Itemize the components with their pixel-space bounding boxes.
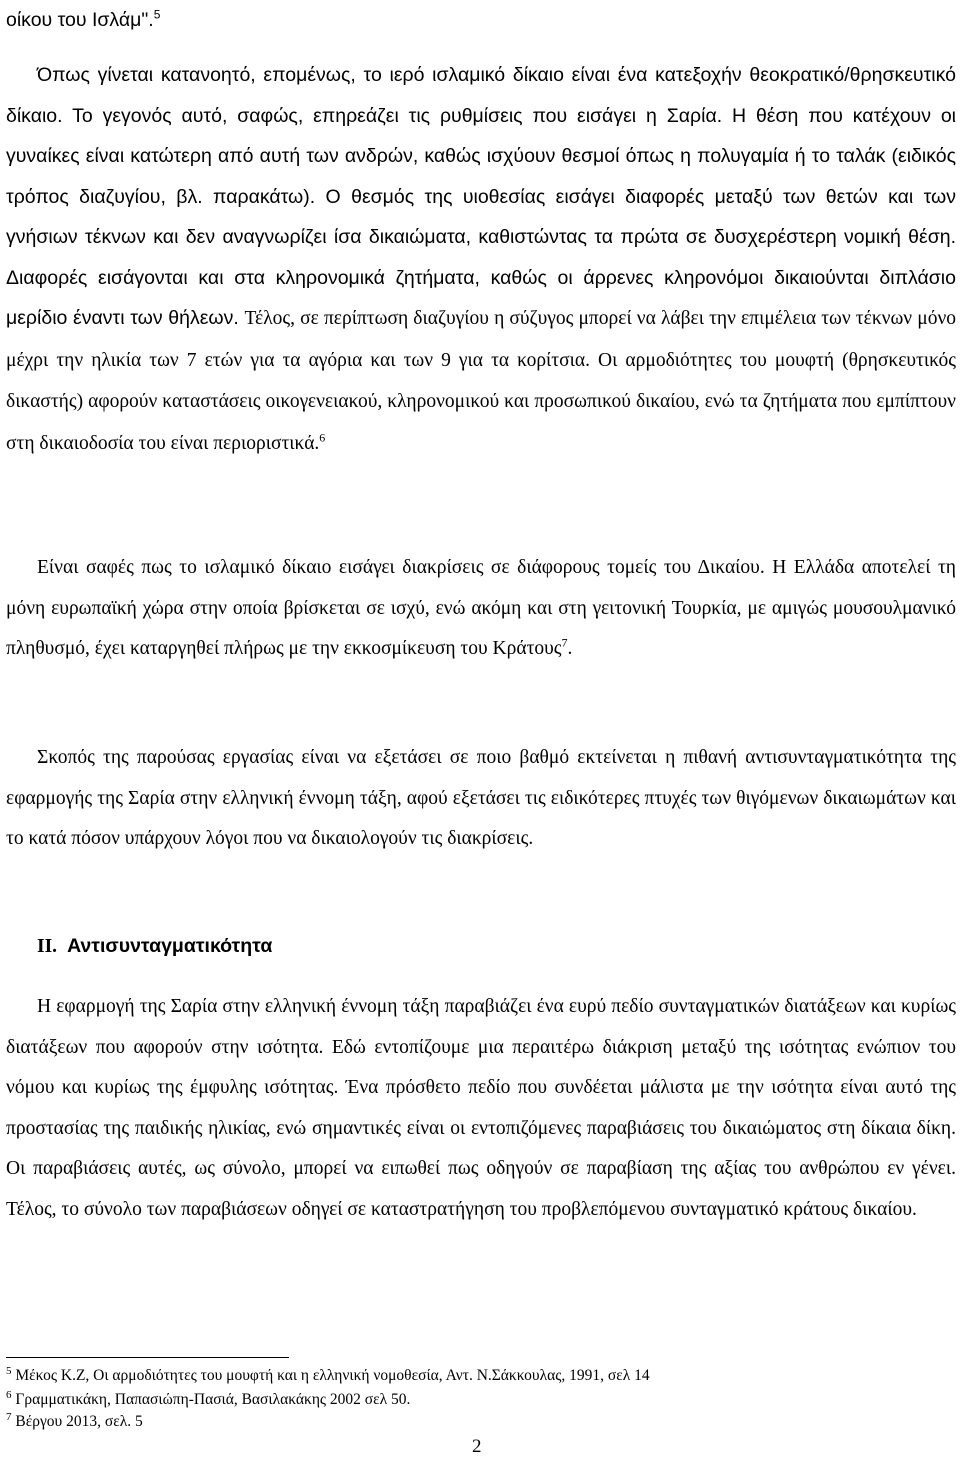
footnote-text: Γραμματικάκη, Παπασιώπη-Πασιά, Βασιλακάκης 2002 σελ 50.	[15, 1391, 411, 1408]
footnote-text: Βέργου 2013, σελ. 5	[15, 1413, 143, 1430]
paragraph-text: Είναι σαφές πως το ισλαμικό δίκαιο εισάγει διακρίσεις σε διάφορους τομείς του Δικαίου. Η Ελλάδα αποτελεί τη μόνη ευρωπαϊκή χώρα στην οποία βρίσκεται σε ισχύ, ενώ ακόμη και στη γειτονική Τουρκία, με αμιγώς μουσουλμανικό πληθυσμό, έχει καταργηθεί πλήρως με την εκκοσμίκευση του Κράτους	[6, 557, 956, 659]
paragraph-text: Σκοπός της παρούσας εργασίας είναι να εξετάσει σε ποιο βαθμό εκτείνεται η πιθανή αντισυνταγματικότητα της εφαρμογής της Σαρία στην ελληνική έννομη τάξη, αφού εξετάσει τις ειδικότερες πτυχές των θιγόμενων δικαιωμάτων και το κατά πόσον υπάρχουν λόγοι που να δικαιολογούν τις διακρίσεις.	[6, 747, 956, 849]
paragraph-purpose	[6, 738, 956, 860]
footnote-number: 7	[6, 1410, 12, 1423]
footnote-ref-7: 7	[561, 635, 568, 650]
footnote-7	[6, 1410, 143, 1431]
footnote-5	[6, 1364, 650, 1385]
continuation-line	[6, 0, 160, 40]
footnote-number: 5	[6, 1364, 12, 1377]
paragraph-islamic-law	[6, 55, 956, 464]
footnote-number: 6	[6, 1388, 12, 1401]
paragraph-text: Η εφαρμογή της Σαρία στην ελληνική έννομη τάξη παραβιάζει ένα ευρύ πεδίο συνταγματικών διατάξεων και κυρίως διατάξεων που αφορούν στην ισότητα. Εδώ εντοπίζουμε μια περαιτέρω διάκριση μεταξύ της ισότητας ενώπιον του νόμου και κυρίως της έμφυλης ισότητας. Ένα πρόσθετο πεδίο που συνδέεται μάλιστα με την ισότητα είναι αυτό της προστασίας της παιδικής ηλικίας, ενώ σημαντικές είναι οι εντοπιζόμενες παραβιάσεις του δικαιώματος στη δίκαια δίκη. Οι παραβιάσεις αυτές, ως σύνολο, μπορεί να ειπωθεί πως οδηγούν σε παραβίαση της αξίας του ανθρώπου εν γένει. Τέλος, το σύνολο των παραβιάσεων οδηγεί σε καταστρατήγηση του προβλεπόμενου συνταγματικό κράτους δικαίου.	[6, 996, 956, 1220]
paragraph-unconstitutionality	[6, 987, 956, 1230]
continuation-text: οίκου του Ισλάμ".	[6, 9, 154, 31]
paragraph-end: .	[567, 638, 573, 659]
paragraph-discrimination	[6, 548, 956, 670]
paragraph-text-serif: Τέλος, σε περίπτωση διαζυγίου η σύζυγος μπορεί να λάβει την επιμέλεια των τέκνων μόνο μέχρι την ηλικία των 7 ετών για τα αγόρια και των 9 για τα κορίτσια. Οι αρμοδιότητες του μουφτή (θρησκευτικός δικαστής) αφορούν καταστάσεις οικογενειακού, κληρονομικού και προσωπικού δικαίου, ενώ τα ζητήματα που εμπίπτουν στη δικαιοδοσία του είναι περιοριστικά.	[6, 308, 957, 454]
footnote-separator	[6, 1357, 289, 1358]
section-heading	[37, 935, 272, 958]
page-number: 2	[472, 1436, 482, 1457]
section-title: Αντισυνταγματικότητα	[67, 935, 273, 957]
section-number: ΙΙ.	[37, 936, 58, 957]
footnote-6	[6, 1388, 411, 1409]
footnote-ref-5: 5	[153, 7, 161, 22]
paragraph-text: Όπως γίνεται κατανοητό, επομένως, το ιερό ισλαμικό δίκαιο είναι ένα κατεξοχήν θεοκρατικό/θρησκευτικό δίκαιο. Το γεγονός αυτό, σαφώς, επηρεάζει τις ρυθμίσεις που εισάγει η Σαρία. Η θέση που κατέχουν οι γυναίκες είναι κατώτερη από αυτή των ανδρών, καθώς ισχύουν θεσμοί όπως η πολυγαμία ή το ταλάκ (ειδικός τρόπος διαζυγίου, βλ. παρακάτω). Ο θεσμός της υιοθεσίας εισάγει διαφορές μεταξύ των θετών και των γνήσιων τέκνων και δεν αναγνωρίζει ίσα δικαιώματα, καθιστώντας τα πρώτα σε δυσχερέστερη νομική θέση. Διαφορές εισάγονται και στα κληρονομικά ζητήματα, καθώς οι άρρενες κληρονόμοι δικαιούνται διπλάσιο μερίδιο έναντι των θήλεων.	[6, 64, 956, 329]
footnote-text: Μέκος Κ.Ζ, Οι αρμοδιότητες του μουφτή και η ελληνική νομοθεσία, Αντ. Ν.Σάκκουλας, 1991, σελ 14	[15, 1367, 650, 1384]
footnote-ref-6: 6	[319, 430, 326, 444]
